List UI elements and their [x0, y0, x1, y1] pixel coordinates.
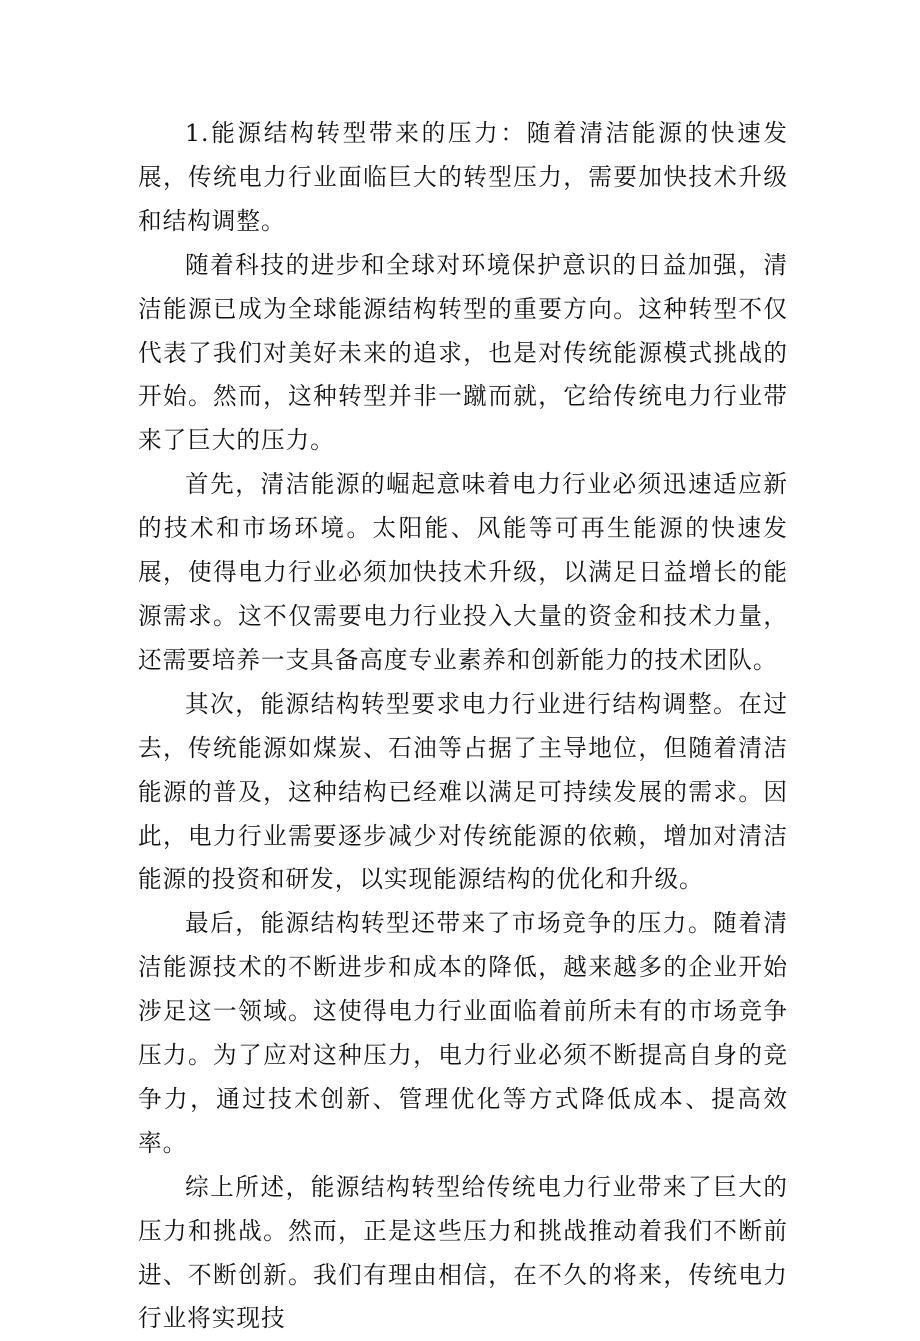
paragraph-technology-adaptation: 首先，清洁能源的崛起意味着电力行业必须迅速适应新的技术和市场环境。太阳能、风能等可再生能源的快速发展，使得电力行业必须加快技术升级，以满足日益增长的能源需求。这不仅需要电力行业投入大量的资金和技术力量，还需要培养一支具备高度专业素养和创新能力的技术团队。: [138, 470, 788, 674]
paragraph-structural-adjustment: 其次，能源结构转型要求电力行业进行结构调整。在过去，传统能源如煤炭、石油等占据了主导地位，但随着清洁能源的普及，这种结构已经难以满足可持续发展的需求。因此，电力行业需要逐步减少对传统能源的依赖，增加对清洁能源的投资和研发，以实现能源结构的优化和升级。: [138, 689, 788, 894]
paragraph-conclusion: 综上所述，能源结构转型给传统电力行业带来了巨大的压力和挑战。然而，正是这些压力和挑战推动着我们不断前进、不断创新。我们有理由相信，在不久的将来，传统电力行业将实现技: [138, 1172, 788, 1333]
paragraph-clean-energy-direction: 随着科技的进步和全球对环境保护意识的日益加强，清洁能源已成为全球能源结构转型的重要方向。这种转型不仅代表了我们对美好未来的追求，也是对传统能源模式挑战的开始。然而，这种转型并非一蹴而就，它给传统电力行业带来了巨大的压力。: [138, 250, 788, 455]
paragraph-energy-transition-pressure: 1.能源结构转型带来的压力：随着清洁能源的快速发展，传统电力行业面临巨大的转型压力，需要加快技术升级和结构调整。: [138, 119, 788, 235]
paragraph-market-competition: 最后，能源结构转型还带来了市场竞争的压力。随着清洁能源技术的不断进步和成本的降低，越来越多的企业开始涉足这一领域。这使得电力行业面临着前所未有的市场竞争压力。为了应对这种压力，电力行业必须不断提高自身的竞争力，通过技术创新、管理优化等方式降低成本、提高效率。: [138, 909, 788, 1157]
document-body: [138, 112, 788, 1341]
